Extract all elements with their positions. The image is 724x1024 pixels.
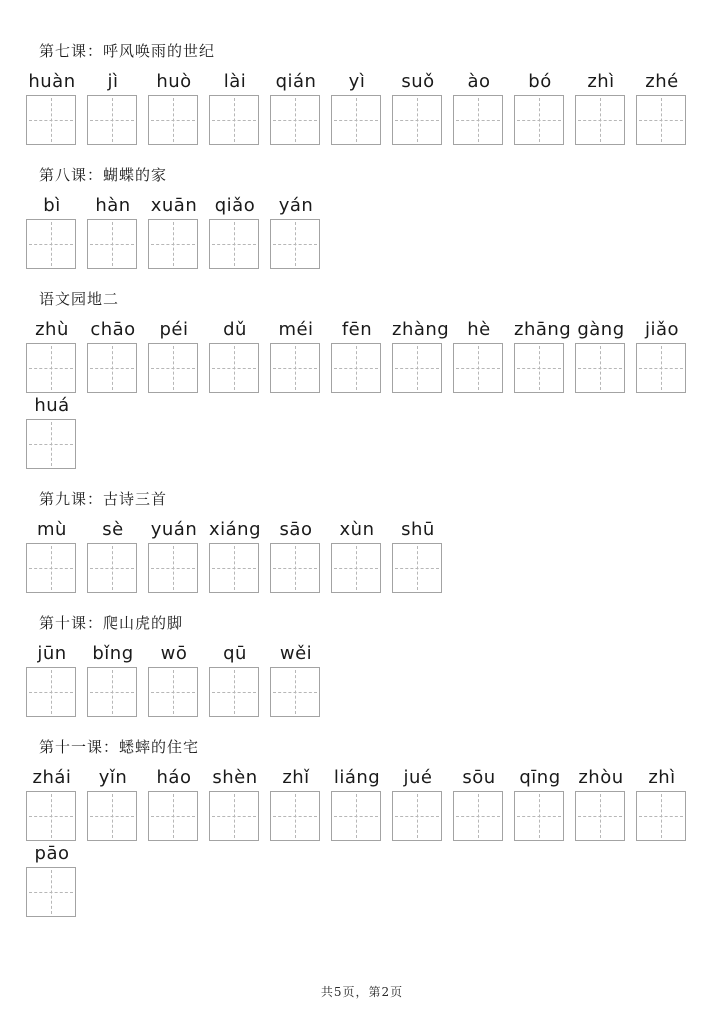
box-horizontal-guide — [90, 244, 134, 245]
pinyin-cell — [209, 517, 270, 593]
character-writing-box — [514, 343, 564, 393]
character-writing-box — [87, 95, 137, 145]
character-writing-box — [209, 791, 259, 841]
pinyin-label: huá — [34, 395, 70, 416]
character-writing-box — [87, 667, 137, 717]
pinyin-cell-row — [26, 641, 706, 717]
pinyin-cell — [636, 69, 697, 145]
pinyin-label: zhái — [32, 767, 72, 788]
box-horizontal-guide — [212, 120, 256, 121]
pinyin-label: wō — [160, 643, 188, 664]
pinyin-label: sè — [102, 519, 124, 540]
pinyin-label: mù — [37, 519, 67, 540]
section-title: 第十课：爬山虎的脚 — [39, 614, 184, 632]
lesson-section — [26, 42, 724, 145]
pinyin-label: gàng — [577, 319, 625, 340]
pinyin-label: zhé — [645, 71, 679, 92]
box-horizontal-guide — [273, 692, 317, 693]
box-horizontal-guide — [90, 368, 134, 369]
pinyin-cell — [26, 69, 87, 145]
character-writing-box — [148, 667, 198, 717]
character-writing-box — [26, 219, 76, 269]
character-writing-box — [575, 95, 625, 145]
box-horizontal-guide — [90, 692, 134, 693]
box-horizontal-guide — [395, 368, 439, 369]
box-horizontal-guide — [639, 120, 683, 121]
pinyin-cell — [270, 69, 331, 145]
pinyin-cell-row — [26, 193, 706, 269]
pinyin-label: dǔ — [223, 319, 247, 340]
pinyin-cell — [514, 765, 575, 841]
box-horizontal-guide — [395, 816, 439, 817]
character-writing-box — [514, 95, 564, 145]
pinyin-cell — [392, 317, 453, 393]
pinyin-cell — [270, 193, 331, 269]
pinyin-label: jì — [107, 71, 119, 92]
character-writing-box — [575, 791, 625, 841]
pinyin-cell — [26, 641, 87, 717]
box-horizontal-guide — [90, 568, 134, 569]
pinyin-label: péi — [159, 319, 189, 340]
pinyin-cell — [575, 69, 636, 145]
pinyin-label: zhāng — [514, 319, 572, 340]
pinyin-cell-row — [26, 69, 706, 145]
pinyin-cell — [148, 641, 209, 717]
pinyin-cell — [209, 641, 270, 717]
pinyin-cell — [26, 765, 87, 841]
box-horizontal-guide — [334, 816, 378, 817]
pinyin-cell — [209, 193, 270, 269]
character-writing-box — [209, 219, 259, 269]
pinyin-label: qū — [223, 643, 247, 664]
pinyin-cell — [575, 765, 636, 841]
pinyin-cell — [331, 317, 392, 393]
character-writing-box — [209, 343, 259, 393]
box-horizontal-guide — [273, 816, 317, 817]
box-horizontal-guide — [212, 816, 256, 817]
character-writing-box — [392, 95, 442, 145]
box-horizontal-guide — [29, 892, 73, 893]
pinyin-cell — [87, 765, 148, 841]
pinyin-label: yǐn — [98, 767, 128, 788]
pinyin-label: zhàng — [392, 319, 450, 340]
pinyin-label: zhǐ — [282, 767, 310, 788]
pinyin-label: xiáng — [209, 519, 262, 540]
pinyin-label: yán — [278, 195, 314, 216]
character-writing-box — [26, 867, 76, 917]
box-horizontal-guide — [273, 368, 317, 369]
character-writing-box — [209, 667, 259, 717]
pinyin-cell-row — [26, 765, 706, 917]
pinyin-label: xuān — [150, 195, 198, 216]
pinyin-label: xùn — [339, 519, 375, 540]
box-horizontal-guide — [29, 568, 73, 569]
pinyin-cell — [209, 765, 270, 841]
pinyin-label: zhì — [648, 767, 676, 788]
section-title: 语文园地二 — [39, 290, 120, 308]
pinyin-cell — [636, 317, 697, 393]
pinyin-label: qīng — [519, 767, 561, 788]
pinyin-label: jūn — [37, 643, 67, 664]
box-horizontal-guide — [212, 368, 256, 369]
box-horizontal-guide — [151, 692, 195, 693]
box-horizontal-guide — [639, 816, 683, 817]
box-horizontal-guide — [151, 244, 195, 245]
character-writing-box — [26, 343, 76, 393]
pinyin-label: liáng — [333, 767, 381, 788]
lesson-sections-container — [26, 42, 724, 917]
box-horizontal-guide — [151, 368, 195, 369]
pinyin-label: hè — [467, 319, 491, 340]
pinyin-label: qián — [275, 71, 317, 92]
pinyin-label: huò — [156, 71, 192, 92]
character-writing-box — [148, 95, 198, 145]
box-horizontal-guide — [639, 368, 683, 369]
box-horizontal-guide — [273, 568, 317, 569]
character-writing-box — [26, 95, 76, 145]
character-writing-box — [392, 343, 442, 393]
pinyin-cell — [26, 193, 87, 269]
pinyin-label: shèn — [212, 767, 258, 788]
pinyin-cell — [209, 69, 270, 145]
box-horizontal-guide — [273, 120, 317, 121]
character-writing-box — [392, 543, 442, 593]
box-horizontal-guide — [212, 568, 256, 569]
pinyin-cell — [270, 517, 331, 593]
pinyin-cell — [87, 317, 148, 393]
pinyin-cell — [148, 765, 209, 841]
box-horizontal-guide — [90, 120, 134, 121]
pinyin-cell — [453, 317, 514, 393]
box-horizontal-guide — [578, 816, 622, 817]
pinyin-label: bó — [528, 71, 552, 92]
box-horizontal-guide — [151, 816, 195, 817]
pinyin-cell — [87, 193, 148, 269]
section-title: 第九课：古诗三首 — [39, 490, 168, 508]
character-writing-box — [148, 791, 198, 841]
box-horizontal-guide — [517, 368, 561, 369]
pinyin-cell — [87, 517, 148, 593]
box-horizontal-guide — [29, 816, 73, 817]
pinyin-cell — [392, 765, 453, 841]
pinyin-label: yì — [348, 71, 366, 92]
pinyin-label: huàn — [28, 71, 76, 92]
character-writing-box — [270, 543, 320, 593]
pinyin-label: zhì — [587, 71, 615, 92]
pinyin-label: fēn — [341, 319, 373, 340]
character-writing-box — [331, 791, 381, 841]
pinyin-cell — [331, 69, 392, 145]
lesson-section — [26, 614, 724, 717]
pinyin-cell — [26, 841, 87, 917]
box-horizontal-guide — [456, 368, 500, 369]
pinyin-label: sōu — [462, 767, 496, 788]
pinyin-label: pāo — [34, 843, 70, 864]
character-writing-box — [636, 95, 686, 145]
character-writing-box — [209, 543, 259, 593]
box-horizontal-guide — [151, 568, 195, 569]
pinyin-label: bǐng — [92, 643, 134, 664]
character-writing-box — [331, 543, 381, 593]
box-horizontal-guide — [29, 120, 73, 121]
character-writing-box — [87, 791, 137, 841]
character-writing-box — [575, 343, 625, 393]
pinyin-label: yuán — [150, 519, 198, 540]
character-writing-box — [87, 219, 137, 269]
box-horizontal-guide — [395, 120, 439, 121]
pinyin-cell — [392, 69, 453, 145]
character-writing-box — [331, 343, 381, 393]
pinyin-label: zhù — [35, 319, 69, 340]
box-horizontal-guide — [334, 368, 378, 369]
character-writing-box — [148, 219, 198, 269]
box-horizontal-guide — [90, 816, 134, 817]
box-horizontal-guide — [29, 692, 73, 693]
character-writing-box — [453, 791, 503, 841]
character-writing-box — [270, 667, 320, 717]
character-writing-box — [148, 343, 198, 393]
box-horizontal-guide — [578, 120, 622, 121]
character-writing-box — [270, 343, 320, 393]
pinyin-cell — [148, 517, 209, 593]
character-writing-box — [87, 543, 137, 593]
box-horizontal-guide — [273, 244, 317, 245]
box-horizontal-guide — [212, 692, 256, 693]
pinyin-cell — [392, 517, 453, 593]
pinyin-label: bì — [43, 195, 61, 216]
pinyin-cell — [148, 193, 209, 269]
pinyin-label: chāo — [90, 319, 136, 340]
pinyin-cell — [26, 393, 87, 469]
character-writing-box — [270, 791, 320, 841]
pinyin-cell — [453, 765, 514, 841]
pinyin-cell — [26, 517, 87, 593]
lesson-section — [26, 166, 724, 269]
character-writing-box — [636, 343, 686, 393]
box-horizontal-guide — [29, 244, 73, 245]
pinyin-cell — [270, 765, 331, 841]
section-title: 第七课：呼风唤雨的世纪 — [39, 42, 216, 60]
page-footer: 共5页，第2页 — [320, 985, 404, 999]
box-horizontal-guide — [578, 368, 622, 369]
box-horizontal-guide — [29, 444, 73, 445]
character-writing-box — [636, 791, 686, 841]
box-horizontal-guide — [456, 120, 500, 121]
box-horizontal-guide — [151, 120, 195, 121]
character-writing-box — [26, 791, 76, 841]
pinyin-cell — [575, 317, 636, 393]
character-writing-box — [392, 791, 442, 841]
character-writing-box — [26, 543, 76, 593]
lesson-section — [26, 490, 724, 593]
pinyin-cell — [514, 69, 575, 145]
box-horizontal-guide — [334, 120, 378, 121]
character-writing-box — [453, 343, 503, 393]
character-writing-box — [87, 343, 137, 393]
pinyin-label: shū — [401, 519, 435, 540]
box-horizontal-guide — [29, 368, 73, 369]
pinyin-cell — [26, 317, 87, 393]
pinyin-cell — [87, 69, 148, 145]
pinyin-label: hàn — [95, 195, 131, 216]
pinyin-cell — [148, 317, 209, 393]
pinyin-label: ào — [467, 71, 491, 92]
section-title: 第十一课：蟋蟀的住宅 — [39, 738, 200, 756]
pinyin-label: suǒ — [401, 71, 435, 92]
box-horizontal-guide — [517, 816, 561, 817]
character-writing-box — [209, 95, 259, 145]
pinyin-cell — [270, 641, 331, 717]
pinyin-cell — [148, 69, 209, 145]
character-writing-box — [514, 791, 564, 841]
character-writing-box — [331, 95, 381, 145]
box-horizontal-guide — [212, 244, 256, 245]
character-writing-box — [148, 543, 198, 593]
pinyin-cell-row — [26, 317, 706, 469]
pinyin-label: méi — [278, 319, 314, 340]
pinyin-cell — [87, 641, 148, 717]
pinyin-label: qiǎo — [214, 195, 256, 216]
pinyin-label: sāo — [279, 519, 313, 540]
lesson-section — [26, 738, 724, 917]
pinyin-label: wěi — [279, 643, 313, 664]
pinyin-label: jiǎo — [644, 319, 680, 340]
pinyin-cell — [453, 69, 514, 145]
pinyin-cell — [331, 517, 392, 593]
pinyin-label: háo — [156, 767, 192, 788]
pinyin-cell — [209, 317, 270, 393]
character-writing-box — [26, 419, 76, 469]
character-writing-box — [453, 95, 503, 145]
box-horizontal-guide — [456, 816, 500, 817]
character-writing-box — [26, 667, 76, 717]
box-horizontal-guide — [395, 568, 439, 569]
box-horizontal-guide — [517, 120, 561, 121]
pinyin-cell — [636, 765, 697, 841]
pinyin-label: lài — [223, 71, 247, 92]
pinyin-cell — [331, 765, 392, 841]
pinyin-cell — [514, 317, 575, 393]
character-writing-box — [270, 219, 320, 269]
box-horizontal-guide — [334, 568, 378, 569]
lesson-section — [26, 290, 724, 469]
pinyin-label: zhòu — [578, 767, 624, 788]
pinyin-cell-row — [26, 517, 706, 593]
section-title: 第八课：蝴蝶的家 — [39, 166, 168, 184]
pinyin-label: jué — [403, 767, 433, 788]
character-writing-box — [270, 95, 320, 145]
pinyin-cell — [270, 317, 331, 393]
